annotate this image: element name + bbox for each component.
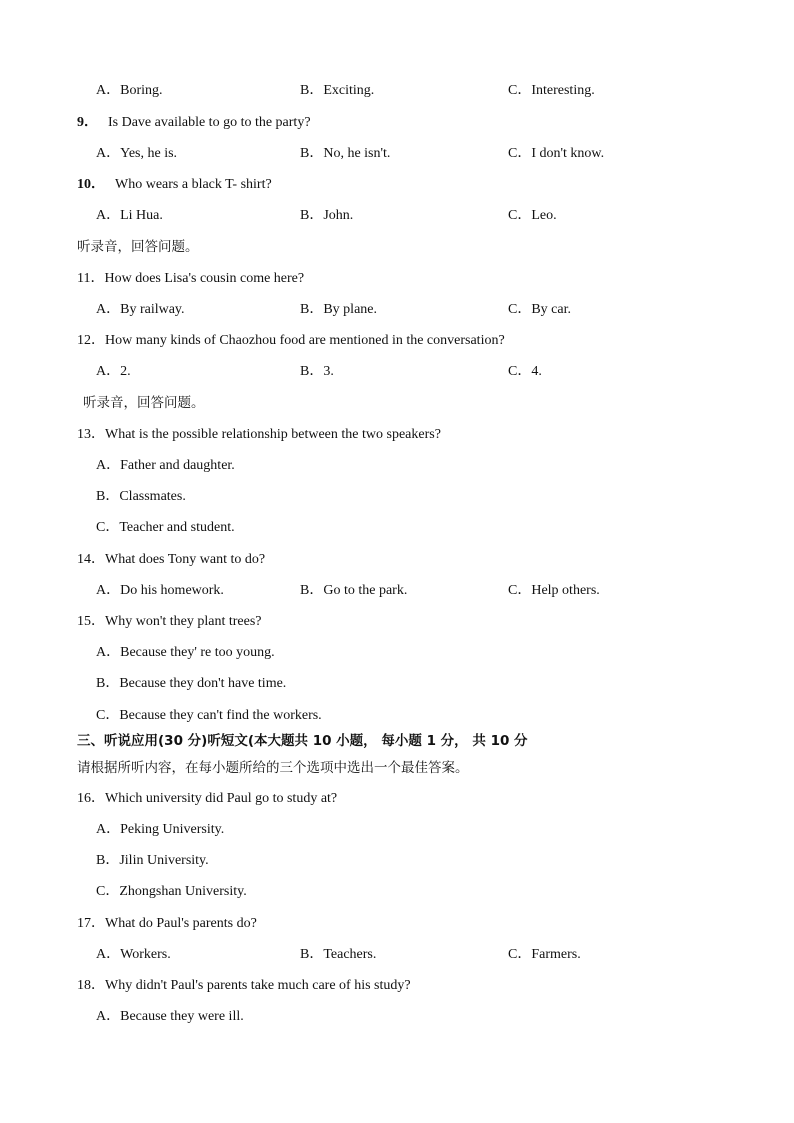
q9-option-c[interactable]: C．I don't know. [508, 146, 605, 161]
q11-text: How does Lisa's cousin come here? [104, 271, 305, 286]
q13-option-b[interactable]: B．Classmates. [96, 489, 186, 504]
q8-option-a[interactable]: A．Boring. [96, 83, 163, 98]
q15-option-c[interactable]: C．Because they can't find the workers. [96, 708, 322, 723]
q14-text: What does Tony want to do? [105, 552, 266, 567]
q14-option-c[interactable]: C．Help others. [508, 583, 600, 598]
q16-option-c-row [0, 882, 794, 902]
instruction-text: 听录音，回答问题。 [83, 395, 205, 411]
q18-option-a-row [0, 1007, 794, 1027]
q13-text: What is the possible relationship between the two speakers? [105, 427, 441, 442]
q9-option-a[interactable]: A．Yes, he is. [96, 146, 178, 161]
q16-number: 16． [77, 791, 105, 806]
q10-option-b[interactable]: B．John. [300, 208, 354, 223]
q14-question [0, 550, 794, 570]
q17-option-a[interactable]: A．Workers. [96, 947, 171, 962]
q18-number: 18． [77, 978, 105, 993]
q10-option-a[interactable]: A．Li Hua. [96, 208, 163, 223]
q8-options [0, 81, 794, 101]
q15-question [0, 612, 794, 632]
q17-number: 17． [77, 916, 105, 931]
q15-option-a[interactable]: A．Because they' re too young. [96, 645, 275, 660]
q12-number: 12． [77, 333, 105, 348]
section-3-instruction-row [0, 758, 794, 778]
q18-option-a[interactable]: A．Because they were ill. [96, 1009, 244, 1024]
q15-number: 15． [77, 614, 105, 629]
q14-number: 14． [77, 552, 105, 567]
q18-text: Why didn't Paul's parents take much care of his study? [105, 978, 411, 993]
q16-option-c[interactable]: C．Zhongshan University. [96, 884, 247, 899]
instruction-text: 听录音，回答问题。 [77, 239, 199, 255]
q14-option-a[interactable]: A．Do his homework. [96, 583, 224, 598]
q13-number: 13． [77, 427, 105, 442]
q16-option-b[interactable]: B．Jilin University. [96, 853, 209, 868]
q12-option-b[interactable]: B．3. [300, 364, 334, 379]
q15-option-b[interactable]: B．Because they don't have time. [96, 676, 287, 691]
q12-options [0, 362, 794, 382]
q15-option-b-row [0, 674, 794, 694]
section-3-heading-row [0, 731, 794, 751]
q18-question [0, 976, 794, 996]
q17-option-b[interactable]: B．Teachers. [300, 947, 377, 962]
q16-option-b-row [0, 851, 794, 871]
q11-option-a[interactable]: A．By railway. [96, 302, 185, 317]
q15-option-a-row [0, 643, 794, 663]
q10-number: 10． [77, 177, 105, 192]
q13-option-c-row [0, 518, 794, 538]
q16-option-a[interactable]: A．Peking University. [96, 822, 225, 837]
q9-question [0, 113, 794, 133]
q16-question [0, 789, 794, 809]
q13-option-b-row [0, 487, 794, 507]
q9-options [0, 144, 794, 164]
q12-question [0, 331, 794, 351]
q9-option-b[interactable]: B．No, he isn't. [300, 146, 391, 161]
q13-question [0, 425, 794, 445]
q11-question [0, 269, 794, 289]
q13-option-a-row [0, 456, 794, 476]
instruction-listen-1 [0, 237, 794, 257]
q14-options [0, 581, 794, 601]
q17-options [0, 945, 794, 965]
q8-option-b[interactable]: B．Exciting. [300, 83, 375, 98]
q16-option-a-row [0, 820, 794, 840]
q16-text: Which university did Paul go to study at? [105, 791, 338, 806]
q15-option-c-row [0, 706, 794, 726]
q12-option-c[interactable]: C．4. [508, 364, 542, 379]
q12-option-a[interactable]: A．2. [96, 364, 131, 379]
q14-option-b[interactable]: B．Go to the park. [300, 583, 408, 598]
q8-option-c[interactable]: C．Interesting. [508, 83, 595, 98]
q11-options [0, 300, 794, 320]
q17-option-c[interactable]: C．Farmers. [508, 947, 581, 962]
q11-option-b[interactable]: B．By plane. [300, 302, 377, 317]
q10-options [0, 206, 794, 226]
q10-option-c[interactable]: C．Leo. [508, 208, 557, 223]
q9-number: 9． [77, 115, 98, 130]
q9-text: Is Dave available to go to the party? [108, 115, 311, 130]
q13-option-a[interactable]: A．Father and daughter. [96, 458, 235, 473]
q17-question [0, 914, 794, 934]
q11-option-c[interactable]: C．By car. [508, 302, 571, 317]
q10-question [0, 175, 794, 195]
q13-option-c[interactable]: C．Teacher and student. [96, 520, 235, 535]
section-3-heading: 三、听说应用(30 分)听短文(本大题共 10 小题， 每小题 1 分， 共 10 分 [77, 733, 528, 749]
instruction-listen-2 [0, 393, 794, 413]
q12-text: How many kinds of Chaozhou food are mentioned in the conversation? [105, 333, 505, 348]
q11-number: 11． [77, 271, 105, 286]
q10-text: Who wears a black T- shirt? [115, 177, 272, 192]
q15-text: Why won't they plant trees? [105, 614, 262, 629]
q17-text: What do Paul's parents do? [105, 916, 257, 931]
section-3-instruction: 请根据所听内容，在每小题所给的三个选项中选出一个最佳答案。 [77, 760, 469, 776]
